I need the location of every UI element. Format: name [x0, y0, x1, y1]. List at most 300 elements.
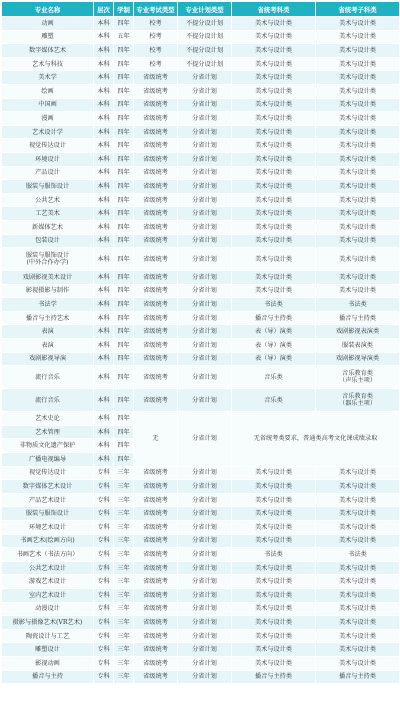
major-name: 雕塑 — [2, 30, 94, 44]
exam-type: 省级统考 — [134, 311, 178, 325]
exam-type: 校考 — [134, 44, 178, 58]
plan-type: 不提分设计划 — [178, 17, 232, 31]
major-name: 游戏艺术设计 — [2, 575, 94, 589]
exam-subcategory: 美术与设计类 — [316, 616, 400, 630]
duration: 三年 — [114, 534, 134, 548]
exam-subcategory: 美术与设计类 — [316, 284, 400, 298]
exam-subcategory: 戏剧影视表演类 — [316, 325, 400, 339]
plan-type: 分省计划 — [178, 389, 232, 412]
header-duration: 学制 — [114, 2, 134, 17]
exam-category: 美术与设计类 — [232, 98, 316, 112]
exam-type: 省级统考 — [134, 507, 178, 521]
table-row — [2, 98, 400, 112]
exam-category: 美术与设计类 — [232, 656, 316, 670]
exam-type: 省级统考 — [134, 616, 178, 630]
plan-type: 分省计划 — [178, 248, 232, 271]
exam-type: 省级统考 — [134, 352, 178, 366]
major-name: 动画 — [2, 17, 94, 31]
exam-type: 省级统考 — [134, 298, 178, 312]
plan-type: 分省计划 — [178, 284, 232, 298]
plan-type: 分省计划 — [178, 207, 232, 221]
exam-subcategory: 美术与设计类 — [316, 643, 400, 657]
exam-type: 省级统考 — [134, 271, 178, 285]
level: 专科 — [94, 561, 114, 575]
table-row — [2, 616, 400, 630]
exam-type: 省级统考 — [134, 339, 178, 353]
table-row — [2, 480, 400, 494]
exam-subcategory: 美术与设计类 — [316, 534, 400, 548]
table-row — [2, 561, 400, 575]
level: 专科 — [94, 588, 114, 602]
major-name: 公共艺术设计 — [2, 561, 94, 575]
duration: 四年 — [114, 44, 134, 58]
major-name: 数字媒体艺术 — [2, 44, 94, 58]
exam-type: 省级统考 — [134, 629, 178, 643]
plan-type: 分省计划 — [178, 602, 232, 616]
duration: 四年 — [114, 84, 134, 98]
exam-category: 美术与设计类 — [232, 561, 316, 575]
plan-type: 分省计划 — [178, 71, 232, 85]
major-name: 漫画 — [2, 112, 94, 126]
exam-subcategory: 美术与设计类 — [316, 44, 400, 58]
major-name: 服装与服饰设计 — [2, 507, 94, 521]
level: 专科 — [94, 493, 114, 507]
major-name: 服装与服饰设计 — [2, 180, 94, 194]
table-row — [2, 30, 400, 44]
plan-type: 分省计划 — [178, 220, 232, 234]
duration: 四年 — [114, 180, 134, 194]
plan-type: 分省计划 — [178, 152, 232, 166]
exam-subcategory: 书法类 — [316, 548, 400, 562]
plan-type: 分省计划 — [178, 575, 232, 589]
exam-subcategory: 音乐教育类 （器乐主项） — [316, 389, 400, 412]
duration: 四年 — [114, 425, 134, 439]
plan-type: 分省计划 — [178, 234, 232, 248]
level: 本科 — [94, 152, 114, 166]
major-name: 艺术管理 — [2, 425, 94, 439]
level: 本科 — [94, 284, 114, 298]
duration: 四年 — [114, 112, 134, 126]
table-row — [2, 548, 400, 562]
major-name: 表演 — [2, 325, 94, 339]
exam-subcategory: 美术与设计类 — [316, 234, 400, 248]
table-row — [2, 125, 400, 139]
exam-subcategory: 美术与设计类 — [316, 466, 400, 480]
level: 专科 — [94, 643, 114, 657]
plan-type-merged: 分省计划 — [178, 412, 232, 466]
exam-subcategory: 美术与设计类 — [316, 507, 400, 521]
exam-subcategory: 美术与设计类 — [316, 602, 400, 616]
exam-type: 省级统考 — [134, 480, 178, 494]
exam-subcategory: 美术与设计类 — [316, 112, 400, 126]
duration: 三年 — [114, 616, 134, 630]
exam-subcategory: 美术与设计类 — [316, 656, 400, 670]
duration: 四年 — [114, 311, 134, 325]
exam-subcategory: 书法类 — [316, 298, 400, 312]
exam-category: 美术与设计类 — [232, 44, 316, 58]
exam-type: 省级统考 — [134, 180, 178, 194]
level: 本科 — [94, 234, 114, 248]
exam-category: 美术与设计类 — [232, 152, 316, 166]
table-row — [2, 575, 400, 589]
exam-type: 省级统考 — [134, 98, 178, 112]
table-row — [2, 234, 400, 248]
table-row — [2, 602, 400, 616]
major-name: 绘画 — [2, 84, 94, 98]
plan-type: 分省计划 — [178, 166, 232, 180]
exam-type-merged: 无 — [134, 412, 178, 466]
exam-category: 美术与设计类 — [232, 534, 316, 548]
level: 本科 — [94, 17, 114, 31]
header-level: 层次 — [94, 2, 114, 17]
duration: 四年 — [114, 71, 134, 85]
exam-subcategory: 戏剧影视导演类 — [316, 352, 400, 366]
exam-type: 省级统考 — [134, 248, 178, 271]
major-name: 表演 — [2, 339, 94, 353]
header-exam-subcategory: 省统考子科类 — [316, 2, 400, 17]
plan-type: 分省计划 — [178, 643, 232, 657]
level: 本科 — [94, 248, 114, 271]
exam-category: 美术与设计类 — [232, 466, 316, 480]
plan-type: 分省计划 — [178, 656, 232, 670]
exam-subcategory: 美术与设计类 — [316, 193, 400, 207]
exam-type: 省级统考 — [134, 561, 178, 575]
level: 专科 — [94, 534, 114, 548]
level: 本科 — [94, 166, 114, 180]
table-row — [2, 248, 400, 271]
exam-category: 美术与设计类 — [232, 575, 316, 589]
level: 本科 — [94, 84, 114, 98]
major-name: 书画艺术（书法方向） — [2, 548, 94, 562]
level: 专科 — [94, 480, 114, 494]
major-name: 中国画 — [2, 98, 94, 112]
major-name: 播音与主持 — [2, 670, 94, 684]
plan-type: 分省计划 — [178, 352, 232, 366]
exam-category: 美术与设计类 — [232, 480, 316, 494]
table-row — [2, 298, 400, 312]
level: 专科 — [94, 629, 114, 643]
exam-category: 美术与设计类 — [232, 193, 316, 207]
exam-subcategory: 播音与主持类 — [316, 670, 400, 684]
exam-subcategory: 服装表演类 — [316, 339, 400, 353]
duration: 四年 — [114, 98, 134, 112]
plan-type: 分省计划 — [178, 180, 232, 194]
plan-type: 分省计划 — [178, 84, 232, 98]
level: 专科 — [94, 616, 114, 630]
duration: 四年 — [114, 207, 134, 221]
exam-category: 美术与设计类 — [232, 507, 316, 521]
duration: 三年 — [114, 588, 134, 602]
table-row — [2, 271, 400, 285]
exam-category: 美术与设计类 — [232, 125, 316, 139]
duration: 四年 — [114, 166, 134, 180]
exam-type: 省级统考 — [134, 521, 178, 535]
exam-subcategory: 美术与设计类 — [316, 561, 400, 575]
exam-category: 美术与设计类 — [232, 17, 316, 31]
level: 本科 — [94, 57, 114, 71]
exam-subcategory: 美术与设计类 — [316, 30, 400, 44]
plan-type: 分省计划 — [178, 629, 232, 643]
duration: 四年 — [114, 139, 134, 153]
plan-type: 分省计划 — [178, 466, 232, 480]
exam-category: 书法类 — [232, 548, 316, 562]
exam-type: 省级统考 — [134, 493, 178, 507]
plan-type: 分省计划 — [178, 480, 232, 494]
duration: 四年 — [114, 389, 134, 412]
exam-category: 美术与设计类 — [232, 84, 316, 98]
major-name: 工艺美术 — [2, 207, 94, 221]
table-row — [2, 17, 400, 31]
header-major-name: 专业名称 — [2, 2, 94, 17]
exam-subcategory: 美术与设计类 — [316, 493, 400, 507]
table-row — [2, 180, 400, 194]
exam-category: 美术与设计类 — [232, 493, 316, 507]
exam-subcategory: 美术与设计类 — [316, 57, 400, 71]
no-exam-note: 无省统考类要求，普通类高考文化课成绩录取 — [232, 412, 400, 466]
exam-category: 美术与设计类 — [232, 643, 316, 657]
duration: 四年 — [114, 220, 134, 234]
level: 本科 — [94, 180, 114, 194]
plan-type: 分省计划 — [178, 534, 232, 548]
plan-type: 分省计划 — [178, 616, 232, 630]
duration: 三年 — [114, 575, 134, 589]
level: 本科 — [94, 71, 114, 85]
level: 本科 — [94, 453, 114, 467]
exam-type: 省级统考 — [134, 548, 178, 562]
exam-subcategory: 美术与设计类 — [316, 166, 400, 180]
exam-category: 表（导）演类 — [232, 325, 316, 339]
level: 本科 — [94, 193, 114, 207]
exam-category: 美术与设计类 — [232, 271, 316, 285]
exam-type: 省级统考 — [134, 670, 178, 684]
major-name: 产品艺术设计 — [2, 493, 94, 507]
major-name: 戏剧影视美术设计 — [2, 271, 94, 285]
table-row — [2, 311, 400, 325]
plan-type: 分省计划 — [178, 507, 232, 521]
duration: 四年 — [114, 57, 134, 71]
level: 本科 — [94, 112, 114, 126]
exam-subcategory: 美术与设计类 — [316, 521, 400, 535]
major-name: 视觉传达设计 — [2, 466, 94, 480]
level: 本科 — [94, 439, 114, 453]
plan-type: 分省计划 — [178, 125, 232, 139]
major-name: 包装设计 — [2, 234, 94, 248]
major-name: 视觉传达设计 — [2, 139, 94, 153]
duration: 四年 — [114, 248, 134, 271]
plan-type: 分省计划 — [178, 325, 232, 339]
table-row — [2, 521, 400, 535]
exam-subcategory: 播音与主持类 — [316, 311, 400, 325]
plan-type: 分省计划 — [178, 493, 232, 507]
major-name: 服装与服饰设计 (中外合作办学) — [2, 248, 94, 271]
exam-subcategory: 美术与设计类 — [316, 17, 400, 31]
level: 本科 — [94, 207, 114, 221]
duration: 四年 — [114, 125, 134, 139]
exam-subcategory: 美术与设计类 — [316, 180, 400, 194]
level: 本科 — [94, 98, 114, 112]
table-row — [2, 284, 400, 298]
exam-category: 美术与设计类 — [232, 629, 316, 643]
duration: 三年 — [114, 548, 134, 562]
table-row — [2, 412, 400, 426]
exam-type: 省级统考 — [134, 643, 178, 657]
exam-type: 省级统考 — [134, 220, 178, 234]
level: 本科 — [94, 44, 114, 58]
exam-category: 美术与设计类 — [232, 521, 316, 535]
table-row — [2, 84, 400, 98]
plan-type: 分省计划 — [178, 561, 232, 575]
major-name: 数字媒体艺术设计 — [2, 480, 94, 494]
plan-type: 分省计划 — [178, 670, 232, 684]
plan-type: 分省计划 — [178, 311, 232, 325]
exam-type: 省级统考 — [134, 325, 178, 339]
duration: 四年 — [114, 234, 134, 248]
exam-type: 省级统考 — [134, 193, 178, 207]
exam-type: 省级统考 — [134, 366, 178, 389]
table-header — [2, 2, 400, 17]
table-row — [2, 152, 400, 166]
duration: 三年 — [114, 521, 134, 535]
duration: 四年 — [114, 325, 134, 339]
exam-type: 省级统考 — [134, 656, 178, 670]
level: 本科 — [94, 425, 114, 439]
exam-category: 播音与主持类 — [232, 670, 316, 684]
duration: 四年 — [114, 352, 134, 366]
exam-category: 表（导）演类 — [232, 339, 316, 353]
exam-category: 表（导）演类 — [232, 352, 316, 366]
exam-type: 省级统考 — [134, 389, 178, 412]
header-exam-category: 省统考科类 — [232, 2, 316, 17]
exam-category: 播音与主持类 — [232, 311, 316, 325]
level: 专科 — [94, 670, 114, 684]
duration: 三年 — [114, 602, 134, 616]
exam-type: 省级统考 — [134, 125, 178, 139]
level: 本科 — [94, 339, 114, 353]
level: 专科 — [94, 466, 114, 480]
exam-category: 美术与设计类 — [232, 207, 316, 221]
exam-type: 校考 — [134, 57, 178, 71]
table-row — [2, 656, 400, 670]
plan-type: 分省计划 — [178, 139, 232, 153]
exam-subcategory: 音乐教育类 （声乐主项） — [316, 366, 400, 389]
table-row — [2, 339, 400, 353]
exam-type: 省级统考 — [134, 84, 178, 98]
exam-category: 美术与设计类 — [232, 220, 316, 234]
exam-type: 省级统考 — [134, 166, 178, 180]
exam-category: 美术与设计类 — [232, 248, 316, 271]
duration: 三年 — [114, 670, 134, 684]
major-name: 书法学 — [2, 298, 94, 312]
table-row — [2, 389, 400, 412]
duration: 四年 — [114, 412, 134, 426]
major-name: 播音与主持艺术 — [2, 311, 94, 325]
table-row — [2, 466, 400, 480]
level: 本科 — [94, 366, 114, 389]
exam-subcategory: 美术与设计类 — [316, 71, 400, 85]
plan-type: 不提分设计划 — [178, 30, 232, 44]
level: 本科 — [94, 311, 114, 325]
duration: 四年 — [114, 17, 134, 31]
exam-subcategory: 美术与设计类 — [316, 220, 400, 234]
major-name: 影视动画 — [2, 656, 94, 670]
exam-category: 美术与设计类 — [232, 616, 316, 630]
exam-type: 省级统考 — [134, 466, 178, 480]
duration: 三年 — [114, 507, 134, 521]
exam-type: 省级统考 — [134, 234, 178, 248]
exam-type: 省级统考 — [134, 588, 178, 602]
exam-subcategory: 美术与设计类 — [316, 139, 400, 153]
exam-category: 美术与设计类 — [232, 602, 316, 616]
plan-type: 不提分设计划 — [178, 57, 232, 71]
exam-category: 美术与设计类 — [232, 139, 316, 153]
major-name: 摄影与摄像艺术(VR艺术) — [2, 616, 94, 630]
table-row — [2, 629, 400, 643]
level: 专科 — [94, 656, 114, 670]
level: 专科 — [94, 602, 114, 616]
exam-category: 美术与设计类 — [232, 166, 316, 180]
level: 本科 — [94, 220, 114, 234]
exam-subcategory: 美术与设计类 — [316, 207, 400, 221]
exam-category: 音乐类 — [232, 389, 316, 412]
plan-type: 分省计划 — [178, 298, 232, 312]
major-name: 非物质文化遗产保护 — [2, 439, 94, 453]
major-name: 影视摄影与制作 — [2, 284, 94, 298]
table-row — [2, 220, 400, 234]
level: 专科 — [94, 575, 114, 589]
major-name: 雕塑设计 — [2, 643, 94, 657]
level: 本科 — [94, 271, 114, 285]
major-name: 动漫设计 — [2, 602, 94, 616]
level: 本科 — [94, 325, 114, 339]
exam-type: 省级统考 — [134, 152, 178, 166]
exam-category: 美术与设计类 — [232, 588, 316, 602]
major-name: 书画艺术(绘画方向) — [2, 534, 94, 548]
exam-category: 音乐类 — [232, 366, 316, 389]
table-row — [2, 112, 400, 126]
major-name: 环境设计 — [2, 152, 94, 166]
duration: 四年 — [114, 152, 134, 166]
level: 本科 — [94, 412, 114, 426]
major-name: 艺术史论 — [2, 412, 94, 426]
exam-subcategory: 美术与设计类 — [316, 125, 400, 139]
table-row — [2, 588, 400, 602]
table-row — [2, 325, 400, 339]
exam-category: 美术与设计类 — [232, 180, 316, 194]
duration: 四年 — [114, 339, 134, 353]
duration: 四年 — [114, 439, 134, 453]
level: 本科 — [94, 125, 114, 139]
major-table — [1, 1, 400, 684]
duration: 三年 — [114, 480, 134, 494]
exam-subcategory: 美术与设计类 — [316, 152, 400, 166]
level: 本科 — [94, 139, 114, 153]
level: 本科 — [94, 352, 114, 366]
exam-type: 省级统考 — [134, 112, 178, 126]
duration: 三年 — [114, 561, 134, 575]
exam-category: 美术与设计类 — [232, 284, 316, 298]
table-row — [2, 534, 400, 548]
table-row — [2, 44, 400, 58]
table-row — [2, 352, 400, 366]
duration: 三年 — [114, 643, 134, 657]
exam-subcategory: 美术与设计类 — [316, 480, 400, 494]
level: 专科 — [94, 507, 114, 521]
exam-type: 省级统考 — [134, 575, 178, 589]
table-body — [2, 17, 400, 684]
exam-category: 美术与设计类 — [232, 30, 316, 44]
table-row — [2, 57, 400, 71]
duration: 四年 — [114, 298, 134, 312]
